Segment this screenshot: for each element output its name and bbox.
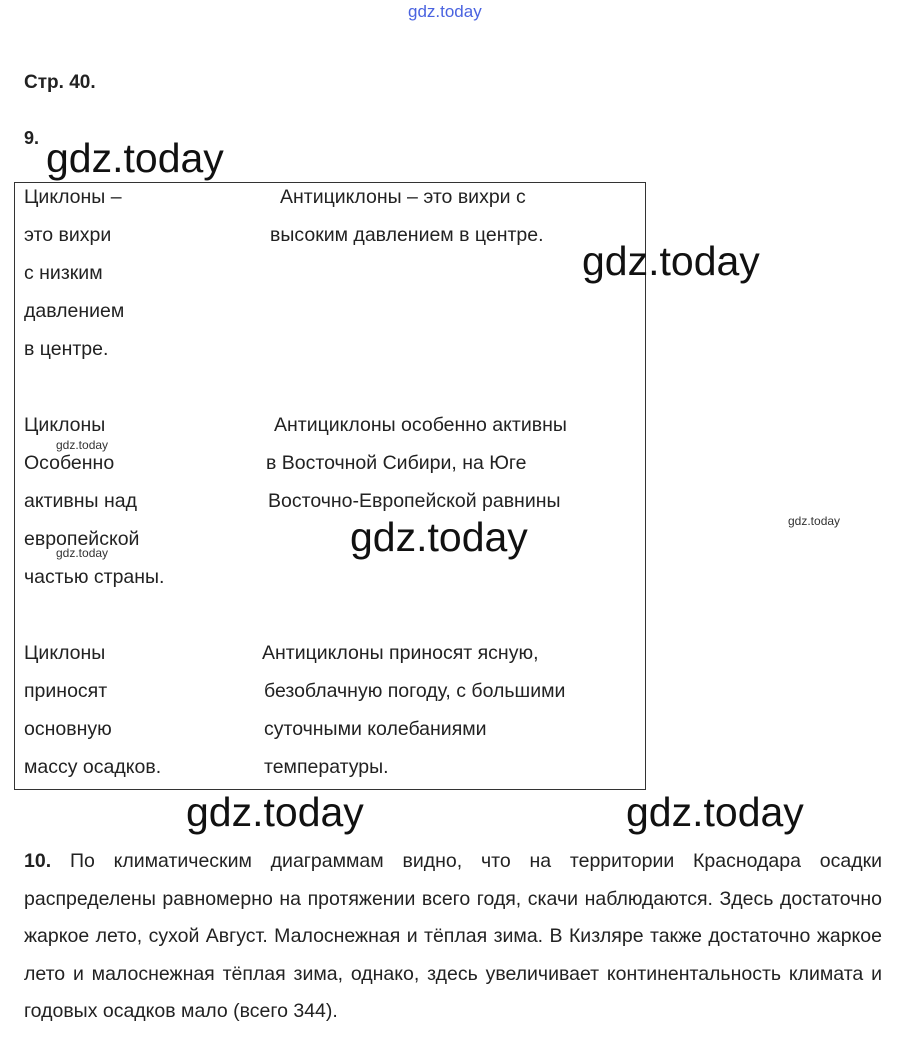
anticyclone-activity-line-2: в Восточной Сибири, на Юге [266,452,527,474]
cyclone-definition-line-2: это вихри [24,224,112,246]
cyclone-definition-line-5: в центре. [24,338,109,360]
task-9-number: 9. [24,128,40,148]
watermark-small-2: gdz.today [56,546,109,560]
watermark-small-1: gdz.today [56,438,109,452]
anticyclone-activity-line-1: Антициклоны особенно активны [274,414,567,436]
anticyclone-definition-line-2: высоким давлением в центре. [270,224,544,246]
cyclone-activity-line-3: активны над [24,490,137,512]
cyclone-weather-line-2: приносят [24,680,108,702]
watermark-large-3: gdz.today [350,514,528,560]
cyclone-activity-line-4: европейской [24,528,140,550]
anticyclone-weather-line-4: температуры. [264,756,389,778]
task-10-number: 10. [24,850,52,872]
anticyclone-weather-line-2: безоблачную погоду, с большими [264,680,566,702]
cyclone-activity-line-2: Особенно [24,452,115,474]
anticyclone-weather-line-3: суточными колебаниями [264,718,487,740]
cyclone-activity-line-1: Циклоны [24,414,106,436]
watermark-large-2: gdz.today [582,238,760,284]
task-10-paragraph [24,843,882,1031]
watermark-top: gdz.today [408,2,482,21]
watermark-large-1: gdz.today [46,135,224,181]
cyclone-definition-line-3: с низким [24,262,103,284]
anticyclone-definition-line-1: Антициклоны – это вихри с [280,186,526,208]
anticyclone-activity-line-3: Восточно-Европейской равнины [268,490,561,512]
watermark-large-5: gdz.today [626,789,804,835]
cyclone-definition-line-1: Циклоны – [24,186,122,208]
watermark-large-4: gdz.today [186,789,364,835]
anticyclone-weather-line-1: Антициклоны приносят ясную, [262,642,539,664]
page-heading: Стр. 40. [24,72,96,93]
cyclone-activity-line-5: частью страны. [24,566,165,588]
cyclone-weather-line-4: массу осадков. [24,756,162,778]
cyclone-definition-line-4: давлением [24,300,125,322]
cyclone-weather-line-3: основную [24,718,112,740]
task-10-text: По климатическим диаграммам видно, что на территории Краснодара осадки распределены равномерно на протяжении всего годя, скачи наблюдаются. Здесь достаточно жаркое лето, сухой Август. Малоснежная и тёплая зима. В Кизляре также достаточно жаркое лето и малоснежная тёплая зима, однако, здесь увеличивает континентальность климата и годовых осадков мало (всего 344). [24,850,882,1023]
watermark-small-3: gdz.today [788,514,841,528]
cyclone-weather-line-1: Циклоны [24,642,106,664]
